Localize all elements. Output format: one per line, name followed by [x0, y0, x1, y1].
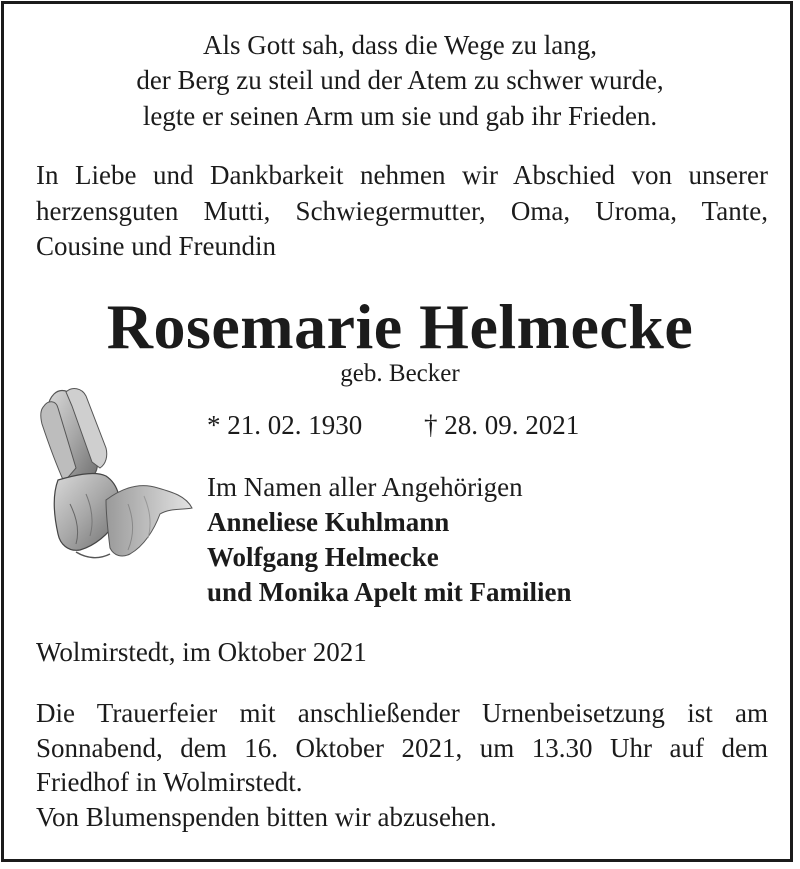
intro-line: Cousine und Freundin — [36, 231, 276, 261]
signatories-intro: Im Namen aller Angehörigen — [207, 472, 523, 502]
maiden-name: geb. Becker — [340, 360, 460, 387]
intro-line: herzensguten Mutti, Schwiegermutter, Oma, Uroma, Tante, — [36, 196, 768, 226]
praying-hands-icon — [36, 384, 196, 568]
signatory-name: Anneliese Kuhlmann — [207, 507, 450, 537]
birth-date: * 21. 02. 1930 — [207, 410, 363, 440]
intro-line: In Liebe und Dankbarkeit nehmen wir Abschied von unserer — [36, 160, 768, 190]
verse-line: Als Gott sah, dass die Wege zu lang, — [202, 30, 597, 60]
deceased-name: Rosemarie Helmecke — [106, 291, 694, 362]
funeral-notice-line: Sonnabend, dem 16. Oktober 2021, um 13.30 Uhr auf dem — [36, 733, 768, 763]
place-date: Wolmirstedt, im Oktober 2021 — [36, 637, 367, 667]
funeral-notice-line: Friedhof in Wolmirstedt. — [36, 767, 303, 797]
verse-line: legte er seinen Arm um sie und gab ihr Frieden. — [142, 101, 658, 131]
signatory-name: Wolfgang Helmecke — [207, 542, 439, 572]
signatory-name: und Monika Apelt mit Familien — [207, 577, 572, 607]
death-date: † 28. 09. 2021 — [424, 410, 580, 440]
funeral-notice-line: Die Trauerfeier mit anschließender Urnenbeisetzung ist am — [36, 698, 768, 728]
verse-line: der Berg zu steil und der Atem zu schwer wurde, — [136, 65, 664, 95]
funeral-notice-line: Von Blumenspenden bitten wir abzusehen. — [36, 802, 497, 832]
